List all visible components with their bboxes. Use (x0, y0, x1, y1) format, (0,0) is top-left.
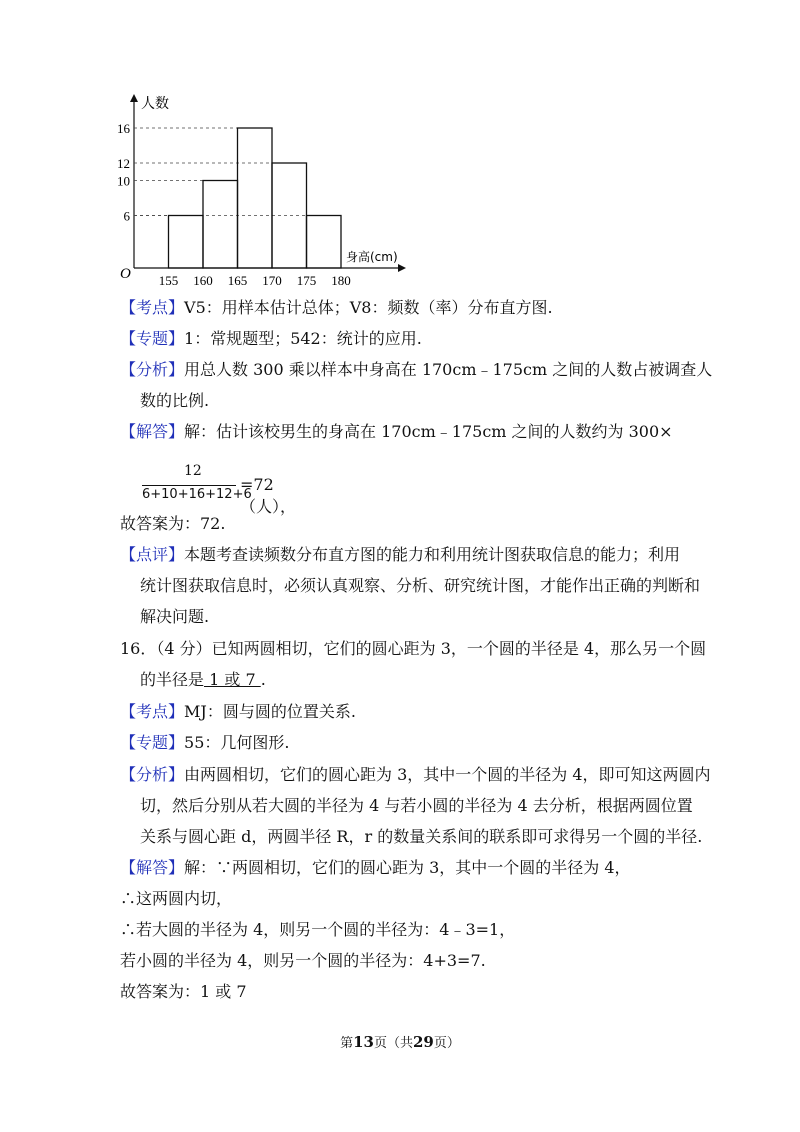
jieda-text-1: 解：估计该校男生的身高在 170cm﹣175cm 之间的人数约为 300× (184, 422, 673, 441)
histogram-bar-170-175 (272, 163, 307, 268)
kaodian-text: MJ：圆与圆的位置关系. (184, 702, 356, 721)
jieda-text-1: 解：∵两圆相切，它们的圆心距为 3，其中一个圆的半径为 4， (184, 858, 631, 877)
chart-axes (130, 94, 406, 272)
q15-dianping (120, 544, 680, 566)
x-tick-label-180: 180 (331, 273, 351, 285)
answer-blank: 1 或 7 (204, 670, 261, 689)
x-tick-label-170: 170 (262, 273, 282, 285)
footer-post: 页） (433, 1036, 460, 1051)
kaodian-tag: 【考点】 (120, 702, 185, 721)
q16-fenxi-2: 切，然后分别从若大圆的半径为 4 与若小圆的半径为 4 去分析，根据两圆位置 (140, 796, 693, 815)
q16-stem-1: 16．（4 分）已知两圆相切，它们的圆心距为 3，一个圆的半径是 4，那么另一个圆 (120, 639, 707, 658)
chart-bars (169, 128, 342, 268)
kaodian-tag: 【考点】 (120, 298, 185, 317)
q15-dianping-3: 解决问题. (140, 607, 210, 626)
page-footer (0, 1032, 800, 1051)
zhuanti-tag: 【专题】 (120, 733, 185, 752)
x-tick-label-155: 155 (158, 273, 179, 285)
fraction-numerator: 12 (184, 463, 202, 479)
origin-label: O (120, 266, 131, 282)
x-tick-label-165: 165 (227, 273, 248, 285)
q16-zhuanti (120, 732, 289, 754)
histogram-bar-175-180 (307, 216, 342, 269)
q16-line-3: ∴若大圆的半径为 4，则另一个圆的半径为：4﹣3=1， (120, 920, 516, 939)
q16-stem-2 (140, 669, 266, 691)
jieda-tag: 【解答】 (120, 858, 185, 877)
fenxi-tag: 【分析】 (120, 765, 185, 784)
stem-post: . (260, 670, 266, 689)
x-tick-label-175: 175 (296, 273, 317, 285)
footer-total-pages: 29 (413, 1033, 434, 1051)
q15-kaodian (120, 297, 553, 319)
histogram-bar-165-170 (238, 128, 273, 268)
fenxi-text-1: 由两圆相切，它们的圆心距为 3，其中一个圆的半径为 4，即可知这两圆内 (184, 765, 711, 784)
histogram-bar-160-165 (203, 181, 238, 269)
q16-line-4: 若小圆的半径为 4，则另一个圆的半径为：4+3=7. (120, 951, 486, 970)
histogram-bar-155-160 (169, 216, 204, 269)
fraction-result: =72（人）， (240, 475, 297, 516)
q16-line-2: ∴这两圆内切， (120, 889, 233, 908)
footer-pre: 第 (340, 1036, 354, 1051)
q15-jieda (120, 421, 673, 443)
q15-dianping-2: 统计图获取信息时，必须认真观察、分析、研究统计图，才能作出正确的判断和 (140, 576, 701, 595)
q15-fenxi (120, 359, 712, 381)
stem-pre: 的半径是 (140, 670, 205, 689)
zhuanti-tag: 【专题】 (120, 329, 185, 348)
y-axis-arrow (130, 94, 138, 102)
y-tick-label-12: 12 (117, 156, 130, 171)
q15-zhuanti (120, 328, 422, 350)
q15-answer: 故答案为：72. (120, 514, 226, 533)
q16-fenxi-3: 关系与圆心距 d，两圆半径 R，r 的数量关系间的联系即可求得另一个圆的半径. (140, 827, 703, 846)
y-tick-label-16: 16 (117, 121, 130, 136)
footer-page-number: 13 (353, 1033, 374, 1051)
zhuanti-text: 1：常规题型；542：统计的应用. (184, 329, 422, 348)
q16-fenxi (120, 764, 711, 786)
y-tick-label-6: 6 (123, 208, 130, 224)
dianping-text-1: 本题考查读频数分布直方图的能力和利用统计图获取信息的能力；利用 (184, 545, 681, 564)
fenxi-text-1: 用总人数 300 乘以样本中身高在 170cm﹣175cm 之间的人数占被调查人 (184, 360, 713, 379)
q15-fenxi-2: 数的比例. (140, 391, 210, 410)
zhuanti-text: 55：几何图形. (184, 733, 290, 752)
footer-mid: 页（共 (373, 1036, 413, 1051)
fraction-denominator: 6+10+16+12+6 (142, 487, 252, 502)
kaodian-text: V5：用样本估计总体；V8：频数（率）分布直方图. (184, 298, 553, 317)
histogram-chart (110, 90, 410, 285)
fenxi-tag: 【分析】 (120, 360, 185, 379)
fraction-bar (142, 485, 236, 486)
jieda-tag: 【解答】 (120, 422, 185, 441)
q16-answer: 故答案为：1 或 7 (120, 982, 247, 1001)
x-tick-label-160: 160 (193, 273, 213, 285)
chart-reference-lines (134, 128, 307, 216)
x-axis-arrow (398, 264, 406, 272)
dianping-tag: 【点评】 (120, 545, 185, 564)
q16-kaodian (120, 701, 356, 723)
x-axis-label: 身高(cm) (346, 250, 398, 264)
q16-jieda (120, 857, 631, 879)
y-axis-label: 人数 (141, 96, 169, 112)
y-tick-label-10: 10 (117, 173, 130, 189)
chart-labels (117, 95, 398, 285)
